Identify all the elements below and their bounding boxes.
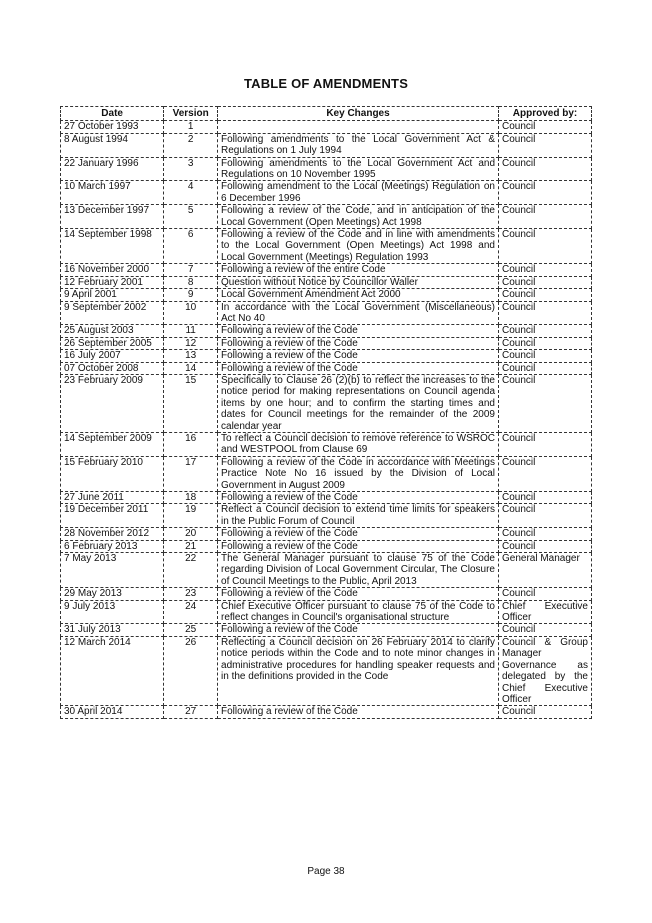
cell-version: 2	[164, 133, 218, 157]
cell-key-changes: Following a review of the entire Code	[218, 264, 499, 276]
table-row	[61, 528, 592, 540]
cell-approved-by: Chief Executive Officer	[499, 600, 592, 624]
header-approved-by: Approved by:	[499, 107, 592, 121]
cell-date: 8 August 1994	[61, 133, 164, 157]
cell-date: 19 December 2011	[61, 504, 164, 528]
table-row	[61, 374, 592, 432]
table-header-row	[61, 107, 592, 121]
cell-version: 17	[164, 456, 218, 491]
cell-approved-by: Council	[499, 181, 592, 205]
cell-key-changes: Following a review of the Code and in line with amendments to the Local Government (Open Meetings) Act 1998 and Local Government (Meetings) Regulation 1993	[218, 229, 499, 264]
cell-approved-by: Council	[499, 157, 592, 181]
table-row	[61, 205, 592, 229]
cell-date: 14 September 2009	[61, 432, 164, 456]
cell-approved-by: Council	[499, 325, 592, 337]
amendments-table	[60, 106, 592, 719]
cell-date: 10 March 1997	[61, 181, 164, 205]
page-number: Page 38	[307, 866, 345, 877]
cell-version: 25	[164, 624, 218, 636]
cell-date: 9 September 2002	[61, 301, 164, 325]
table-row	[61, 276, 592, 288]
cell-version: 5	[164, 205, 218, 229]
cell-version: 6	[164, 229, 218, 264]
cell-approved-by: Council	[499, 528, 592, 540]
cell-approved-by: Council	[499, 121, 592, 133]
cell-date: 7 May 2013	[61, 553, 164, 588]
cell-key-changes: Following a review of the Code	[218, 706, 499, 718]
cell-approved-by: Council	[499, 588, 592, 600]
cell-key-changes: Following amendments to the Local Government Act and Regulations on 10 November 1995	[218, 157, 499, 181]
cell-approved-by: Council	[499, 337, 592, 349]
cell-approved-by: Council	[499, 264, 592, 276]
cell-approved-by: Council	[499, 492, 592, 504]
cell-approved-by: Council	[499, 133, 592, 157]
cell-version: 15	[164, 374, 218, 432]
cell-date: 16 November 2000	[61, 264, 164, 276]
table-row	[61, 181, 592, 205]
table-row	[61, 362, 592, 374]
cell-date: 15 February 2010	[61, 456, 164, 491]
cell-approved-by: Council	[499, 456, 592, 491]
cell-key-changes: Local Government Amendment Act 2000	[218, 289, 499, 301]
cell-key-changes	[218, 121, 499, 133]
cell-date: 31 July 2013	[61, 624, 164, 636]
cell-key-changes: Following a review of the Code	[218, 325, 499, 337]
cell-date: 6 February 2013	[61, 540, 164, 552]
table-row	[61, 325, 592, 337]
cell-approved-by: Council & Group Manager Governance as delegated by the Chief Executive Officer	[499, 636, 592, 705]
table-row	[61, 636, 592, 705]
table-row	[61, 157, 592, 181]
table-row	[61, 133, 592, 157]
cell-approved-by: Council	[499, 706, 592, 718]
table-row	[61, 301, 592, 325]
cell-key-changes: Following a review of the Code	[218, 337, 499, 349]
cell-key-changes: Following a review of the Code	[218, 492, 499, 504]
table-row	[61, 540, 592, 552]
cell-key-changes: The General Manager pursuant to clause 75 of the Code regarding Division of Local Government Circular, The Closure of Council Meetings to the Public, April 2013	[218, 553, 499, 588]
header-key-changes: Key Changes	[218, 107, 499, 121]
cell-key-changes: Following a review of the Code in accordance with Meetings Practice Note No 16 issued by the Division of Local Government in August 2009	[218, 456, 499, 491]
cell-date: 9 July 2013	[61, 600, 164, 624]
amendments-table-body	[61, 121, 592, 718]
cell-version: 3	[164, 157, 218, 181]
cell-date: 27 June 2011	[61, 492, 164, 504]
cell-version: 22	[164, 553, 218, 588]
table-row	[61, 432, 592, 456]
cell-date: 28 November 2012	[61, 528, 164, 540]
cell-key-changes: Specifically to Clause 26 (2)(b) to reflect the increases to the notice period for making representations on Council agenda items by one hour; and to confirm the starting times and dates for Council meetings for the remainder of the 2009 calendar year	[218, 374, 499, 432]
cell-key-changes: Following amendments to the Local Government Act & Regulations on 1 July 1994	[218, 133, 499, 157]
cell-approved-by: Council	[499, 540, 592, 552]
cell-version: 26	[164, 636, 218, 705]
cell-key-changes: Following a review of the Code	[218, 588, 499, 600]
cell-key-changes: Reflect a Council decision to extend time limits for speakers in the Public Forum of Council	[218, 504, 499, 528]
cell-key-changes: Following a review of the Code, and in anticipation of the Local Government (Open Meetings) Act 1998	[218, 205, 499, 229]
cell-version: 4	[164, 181, 218, 205]
cell-version: 8	[164, 276, 218, 288]
cell-key-changes: Chief Executive Officer pursuant to clause 75 of the Code to reflect changes in Council's organisational structure	[218, 600, 499, 624]
cell-key-changes: Following amendment to the Local (Meetings) Regulation on 6 December 1996	[218, 181, 499, 205]
cell-version: 19	[164, 504, 218, 528]
cell-approved-by: Council	[499, 362, 592, 374]
cell-approved-by: Council	[499, 350, 592, 362]
header-date: Date	[61, 107, 164, 121]
cell-version: 27	[164, 706, 218, 718]
cell-version: 23	[164, 588, 218, 600]
cell-date: 29 May 2013	[61, 588, 164, 600]
cell-version: 7	[164, 264, 218, 276]
cell-version: 13	[164, 350, 218, 362]
cell-key-changes: In accordance with the Local Government (Miscellaneous) Act No 40	[218, 301, 499, 325]
cell-date: 26 September 2005	[61, 337, 164, 349]
cell-version: 20	[164, 528, 218, 540]
cell-approved-by: Council	[499, 276, 592, 288]
cell-version: 12	[164, 337, 218, 349]
cell-date: 14 September 1998	[61, 229, 164, 264]
cell-date: 23 February 2009	[61, 374, 164, 432]
table-row	[61, 504, 592, 528]
table-row	[61, 350, 592, 362]
cell-date: 07 October 2008	[61, 362, 164, 374]
cell-date: 25 August 2003	[61, 325, 164, 337]
cell-version: 11	[164, 325, 218, 337]
table-row	[61, 264, 592, 276]
table-row	[61, 600, 592, 624]
table-row	[61, 289, 592, 301]
cell-approved-by: Council	[499, 504, 592, 528]
cell-date: 27 October 1993	[61, 121, 164, 133]
table-row	[61, 588, 592, 600]
table-row	[61, 121, 592, 133]
cell-version: 16	[164, 432, 218, 456]
cell-approved-by: Council	[499, 624, 592, 636]
cell-version: 24	[164, 600, 218, 624]
cell-version: 14	[164, 362, 218, 374]
cell-version: 9	[164, 289, 218, 301]
cell-version: 1	[164, 121, 218, 133]
cell-key-changes: Following a review of the Code	[218, 624, 499, 636]
table-row	[61, 337, 592, 349]
cell-key-changes: Following a review of the Code	[218, 540, 499, 552]
cell-version: 10	[164, 301, 218, 325]
cell-approved-by: Council	[499, 432, 592, 456]
cell-approved-by: Council	[499, 374, 592, 432]
cell-approved-by: Council	[499, 205, 592, 229]
cell-key-changes: Reflecting a Council decision on 26 February 2014 to clarify notice periods within the Code and to note minor changes in administrative procedures for handling speaker requests and in the definitions provided in the Code	[218, 636, 499, 705]
table-row	[61, 624, 592, 636]
cell-version: 18	[164, 492, 218, 504]
table-row	[61, 456, 592, 491]
cell-date: 12 March 2014	[61, 636, 164, 705]
cell-date: 13 December 1997	[61, 205, 164, 229]
table-row	[61, 706, 592, 718]
cell-key-changes: Following a review of the Code	[218, 528, 499, 540]
cell-key-changes: Question without Notice by Councillor Waller	[218, 276, 499, 288]
cell-version: 21	[164, 540, 218, 552]
cell-date: 30 April 2014	[61, 706, 164, 718]
cell-approved-by: Council	[499, 229, 592, 264]
document-title: TABLE OF AMENDMENTS	[243, 76, 409, 91]
table-row	[61, 229, 592, 264]
table-row	[61, 553, 592, 588]
cell-date: 22 January 1996	[61, 157, 164, 181]
cell-key-changes: Following a review of the Code	[218, 362, 499, 374]
cell-date: 12 February 2001	[61, 276, 164, 288]
cell-key-changes: To reflect a Council decision to remove reference to WSROC and WESTPOOL from Clause 69	[218, 432, 499, 456]
cell-approved-by: General Manager	[499, 553, 592, 588]
cell-approved-by: Council	[499, 289, 592, 301]
table-row	[61, 492, 592, 504]
cell-approved-by: Council	[499, 301, 592, 325]
header-version: Version	[164, 107, 218, 121]
cell-date: 9 April 2001	[61, 289, 164, 301]
cell-date: 16 July 2007	[61, 350, 164, 362]
cell-key-changes: Following a review of the Code	[218, 350, 499, 362]
